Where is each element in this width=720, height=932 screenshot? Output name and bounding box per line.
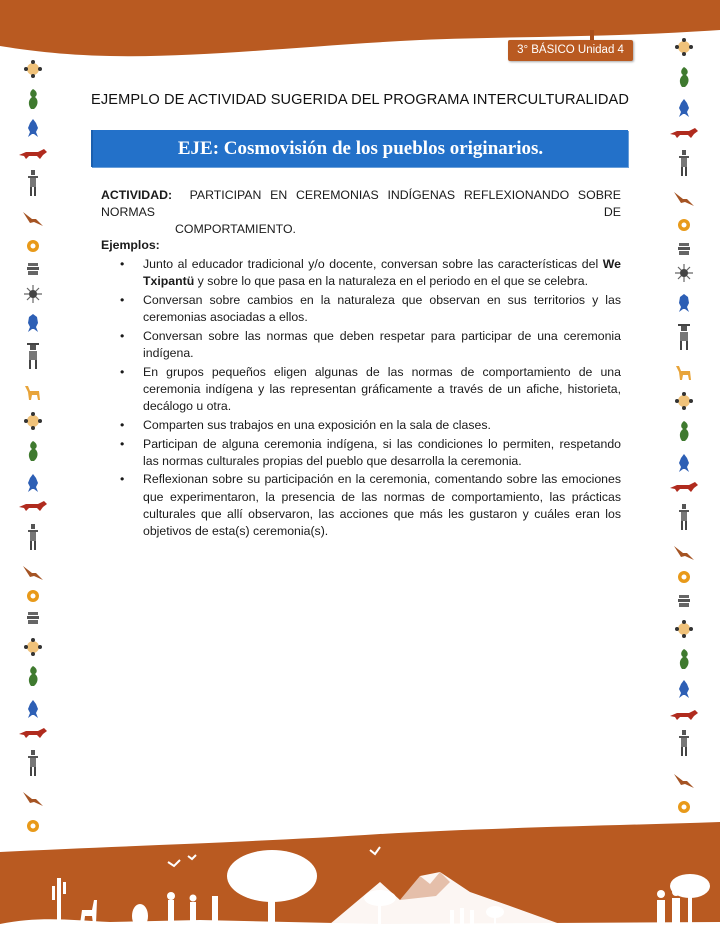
- bottom-landscape-banner: [0, 820, 720, 932]
- axis-title: EJE: Cosmovisión de los pueblos originarios.: [177, 138, 544, 159]
- condor-icon: [16, 562, 50, 584]
- left-icon-column: [16, 0, 50, 932]
- blue-figure-icon: [667, 452, 701, 474]
- list-item: • Junto al educador tradicional y/o docente, conversan sobre las características del We Txipantü y sobre lo que pasa en la naturaleza en el periodo en el que se celebra.: [120, 257, 621, 289]
- blue-figure-icon: [667, 292, 701, 314]
- person-icon: [16, 345, 50, 367]
- list-item: • En grupos pequeños eligen algunas de las normas de comportamiento de una ceremonia indígena y las representan gráficamente a través de un afiche, historieta, decálogo u otra.: [120, 364, 621, 414]
- fox-icon: [667, 704, 701, 726]
- condor-icon: [16, 788, 50, 810]
- kultrun-icon: [16, 58, 50, 80]
- person-icon: [667, 506, 701, 528]
- fox-icon: [16, 722, 50, 744]
- frog-icon: [16, 665, 50, 687]
- flower-icon: [667, 214, 701, 236]
- sun-icon: [667, 262, 701, 284]
- person-icon: [667, 152, 701, 174]
- person-icon: [16, 752, 50, 774]
- kultrun-icon: [16, 410, 50, 432]
- kultrun-icon: [16, 636, 50, 658]
- kultrun-icon: [667, 36, 701, 58]
- condor-icon: [667, 542, 701, 564]
- kultrun-icon: [667, 390, 701, 412]
- pot-icon: [667, 238, 701, 260]
- pot-icon: [16, 258, 50, 280]
- person-icon: [16, 526, 50, 548]
- flower-icon: [667, 796, 701, 818]
- bullet-icon: •: [120, 257, 125, 271]
- list-item: • Comparten sus trabajos en una exposición en la sala de clases.: [101, 417, 621, 434]
- blue-figure-icon: [16, 312, 50, 334]
- examples-label: Ejemplos:: [101, 238, 160, 252]
- frog-icon: [667, 66, 701, 88]
- list-item: • Participan de alguna ceremonia indígena, si las condiciones lo permiten, respetando las normas culturales propias del pueblo que desarrolla la ceremonia.: [120, 436, 621, 468]
- person-icon: [16, 172, 50, 194]
- list-item: • Conversan sobre las normas que deben respetar para participar de una ceremonia indígena.: [120, 328, 621, 361]
- activity-label: ACTIVIDAD:: [101, 188, 173, 202]
- flower-icon: [16, 585, 50, 607]
- person-icon: [667, 326, 701, 348]
- list-item: • Conversan sobre cambios en la naturaleza que observan en sus territorios y las ceremonias asociadas a ellos.: [120, 292, 621, 325]
- examples-list: [101, 256, 621, 542]
- bullet-icon: •: [120, 472, 125, 487]
- sun-icon: [16, 283, 50, 305]
- activity-text-1: PARTICIPAN EN CEREMONIAS INDÍGENAS REFLEXIONANDO SOBRE NORMAS DE: [101, 188, 621, 219]
- bullet-icon: •: [120, 328, 125, 343]
- kultrun-icon: [667, 618, 701, 640]
- fox-icon: [16, 143, 50, 165]
- fox-icon: [16, 495, 50, 517]
- condor-icon: [667, 188, 701, 210]
- llama-icon: [667, 362, 701, 384]
- blue-figure-icon: [667, 678, 701, 700]
- bullet-icon: •: [120, 417, 125, 432]
- llama-icon: [16, 382, 50, 404]
- fox-icon: [667, 476, 701, 498]
- fox-icon: [667, 122, 701, 144]
- bullet-icon: •: [120, 436, 125, 451]
- frog-icon: [16, 440, 50, 462]
- activity-line-1: [101, 187, 621, 221]
- program-title: EJEMPLO DE ACTIVIDAD SUGERIDA DEL PROGRAMA INTERCULTURALIDAD: [91, 92, 629, 108]
- frog-icon: [667, 420, 701, 442]
- person-icon: [667, 732, 701, 754]
- condor-icon: [16, 208, 50, 230]
- flower-icon: [667, 566, 701, 588]
- blue-figure-icon: [16, 698, 50, 720]
- unit-badge: 3° BÁSICO Unidad 4: [508, 40, 633, 61]
- axis-title-bar: [91, 130, 628, 167]
- blue-figure-icon: [16, 472, 50, 494]
- activity-block: [101, 187, 621, 238]
- term-we-txipantu: We Txipantü: [143, 257, 621, 289]
- frog-icon: [667, 648, 701, 670]
- bullet-icon: •: [120, 364, 125, 379]
- bullet-icon: •: [120, 292, 125, 307]
- blue-figure-icon: [16, 117, 50, 139]
- flower-icon: [16, 235, 50, 257]
- pot-icon: [667, 590, 701, 612]
- right-icon-column: [667, 0, 701, 932]
- condor-icon: [667, 770, 701, 792]
- list-item: • Reflexionan sobre su participación en la ceremonia, comentando sobre las emociones que experimentaron, la presencia de las normas de comportamiento, las prácticas culturales que allí observaron, las acciones que más les gustaron y cuáles eran los objetivos de esta(s) ceremonia(s).: [120, 472, 621, 539]
- pot-icon: [16, 607, 50, 629]
- activity-text-2: COMPORTAMIENTO.: [175, 222, 296, 236]
